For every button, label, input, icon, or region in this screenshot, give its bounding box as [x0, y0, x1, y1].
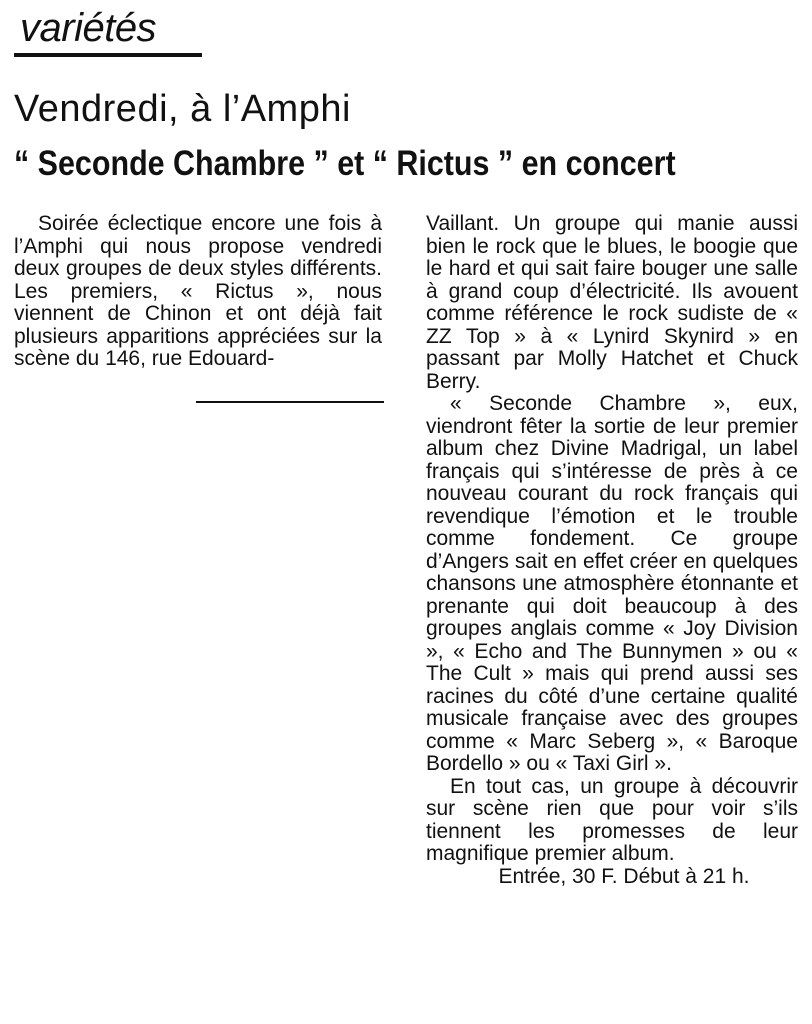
- paragraph-intro: Soirée éclectique encore une fois à l’Amphi qui nous propose vendredi deux groupes de deux styles différents. Les premiers, « Rictus », nous viennent de Chinon et ont déjà fait plusieurs apparitions appréciées sur la scène du 146, rue Edouard-: [14, 212, 382, 370]
- paragraph-rictus: Vaillant. Un groupe qui manie aussi bien le rock que le blues, le boogie que le hard et qui sait faire bouger une salle à grand coup d’électricité. Ils avouent comme référence le rock sudiste de « ZZ Top » à « Lynird Skynird » en passant par Molly Hatchet et Chuck Berry.: [426, 212, 798, 393]
- article-headline: “ Seconde Chambre ” et “ Rictus ” en concert: [14, 144, 676, 183]
- column-left: [14, 213, 382, 371]
- event-info: Entrée, 30 F. Début à 21 h.: [498, 864, 750, 888]
- section-underline: [14, 53, 202, 57]
- paragraph-seconde-chambre: « Seconde Chambre », eux, viendront fêter la sortie de leur premier album chez Divine Madrigal, un label français qui s’intéresse de près à ce nouveau courant du rock français qui revendique l’émotion et le trouble comme fondement. Ce groupe d’Angers sait en effet créer en quelques chansons une atmosphère étonnante et prenante qui doit beaucoup à des groupes anglais comme « Joy Division », « Echo and The Bunnymen » ou « The Cult » mais qui prend aussi ses racines du côté d’une certaine qualité musicale française avec des groupes comme « Marc Seberg », « Baroque Bordello » ou « Taxi Girl ».: [426, 392, 798, 775]
- column-end-rule: [196, 401, 384, 403]
- paragraph-conclusion: En tout cas, un groupe à découvrir sur scène rien que pour voir s’ils tiennent les promesses de leur magnifique premier album.: [426, 774, 798, 865]
- column-right: [426, 213, 798, 888]
- section-title: variétés: [20, 6, 157, 50]
- article-kicker: Vendredi, à l’Amphi: [14, 88, 351, 130]
